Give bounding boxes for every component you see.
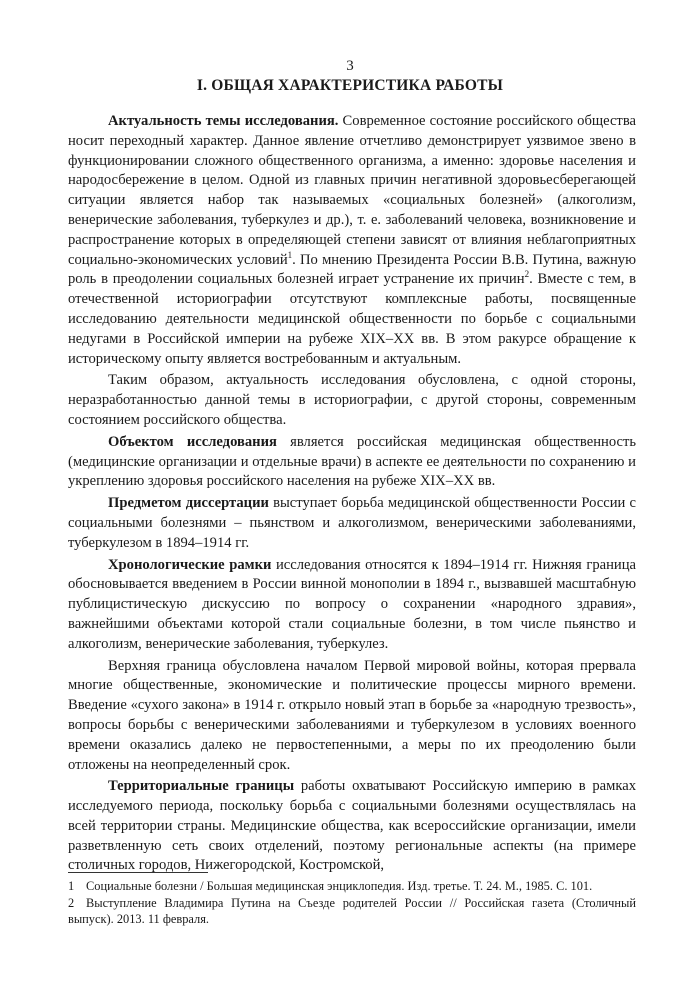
page-number: 3 [346,58,354,74]
footnotes [68,878,636,928]
paragraph-text: Современное состояние российского общества носит переходный характер. Данное явление отчетливо демонстрирует уязвимое звено в функционировании сложного общественного организма, а именно: здоровье населения и народосбережение в целом. Одной из главных причин негативной здоровьесберегающей ситуации является набор так называемых «социальных болезней» (алкоголизм, венерические заболевания, туберкулез и др.), т. е. заболеваний человека, возникновение и распространение которых в определяющей степени зависят от влияния неблагоприятных социально-экономических условий [68,113,636,268]
paragraph-text: Таким образом, актуальность исследования обусловлена, с одной стороны, неразработанностью данной темы в историографии, с другой стороны, современным состоянием российского общества. [68,372,636,428]
paragraph-text: выступает борьба медицинской общественности России с социальными болезнями – пьянством и алкоголизмом, венерическими заболеваниями, туберкулезом в 1894–1914 гг. [68,495,636,551]
paragraph-conclusion [68,371,636,430]
paragraph-lead: Объектом исследования [108,433,277,450]
paragraph-lead: Хронологические рамки [108,556,272,573]
footnote-ref-1: 1 [287,249,293,260]
paragraph-lead: Территориальные границы [108,778,295,795]
paragraph-text: исследования относятся к 1894–1914 гг. Нижняя граница обосновывается введением в России винной монополии в 1894 г., вызвавшей масштабную публицистическую дискуссию по вопросу о сохранении «народного здравия», важнейшими объектами которой стали социальные болезни, в том числе пьянство и алкоголизм, венерические заболевания, туберкулез. [68,556,637,652]
paragraph-territory [68,777,636,876]
paragraph-object [68,433,636,492]
footnote-1 [68,878,636,895]
paragraph-text: . Вместе с тем, в отечественной историографии отсутствуют комплексные работы, посвященные исследованию деятельности медицинской общественности по борьбе с социальными недугами в Российской империи на рубеже XIX–XX вв. В этом ракурсе обращение к историческому опыту является востребованным и актуальным. [68,271,636,367]
footnote-ref-2: 2 [524,269,530,280]
paragraph-text: . По мнению Президента России В.В. Путина, важную роль в преодолении социальных болезней играет устранение их причин [68,251,636,288]
paragraph-chronology [68,556,636,655]
footnote-text: Выступление Владимира Путина на Съезде родителей России // Российская газета (Столичный выпуск). 2013. 11 февраля. [68,895,636,927]
footnote-number: 2 [68,895,75,910]
paragraph-lead: Актуальность темы исследования. [108,113,339,129]
paragraph-relevance [68,112,636,369]
footnote-text: Социальные болезни / Большая медицинская энциклопедия. Изд. третье. Т. 24. М., 1985. С. 101. [86,879,593,893]
paragraph-subject [68,494,636,553]
footnote-2 [68,895,636,928]
paragraph-upper-boundary [68,657,636,776]
paragraph-text: работы охватывают Российскую империю в рамках исследуемого периода, поскольку борьба с социальными болезнями осуществлялась на всей территории страны. Медицинские общества, как всероссийские организации, имели разветвленную сеть своих отделений, поэтому региональные аспекты (на примере столичных городов, Нижегородской, Костромской, [68,778,636,874]
paragraph-text: является российская медицинская общественность (медицинские организации и отдельные врачи) в аспекте ее деятельности по сохранению и укреплению здоровья российского населения на рубеже XIX–XX вв. [68,433,636,490]
body-text [68,112,636,876]
paragraph-text: Верхняя граница обусловлена началом Первой мировой войны, которая прервала многие общественные, экономические и политические процессы мирного времени. Введение «сухого закона» в 1914 г. открыло новый этап в борьбе за «народную трезвость», вопросы борьбы с венерическими заболеваниями и туберкулезом в условиях военного времени оказались далеко не первостепенными, а меры по их преодолению были отложены на неопределенный срок. [68,657,636,773]
section-title: I. ОБЩАЯ ХАРАКТЕРИСТИКА РАБОТЫ [196,77,504,94]
paragraph-lead: Предметом диссертации [108,495,269,512]
footnote-divider [68,872,208,873]
footnote-number: 1 [68,879,75,893]
